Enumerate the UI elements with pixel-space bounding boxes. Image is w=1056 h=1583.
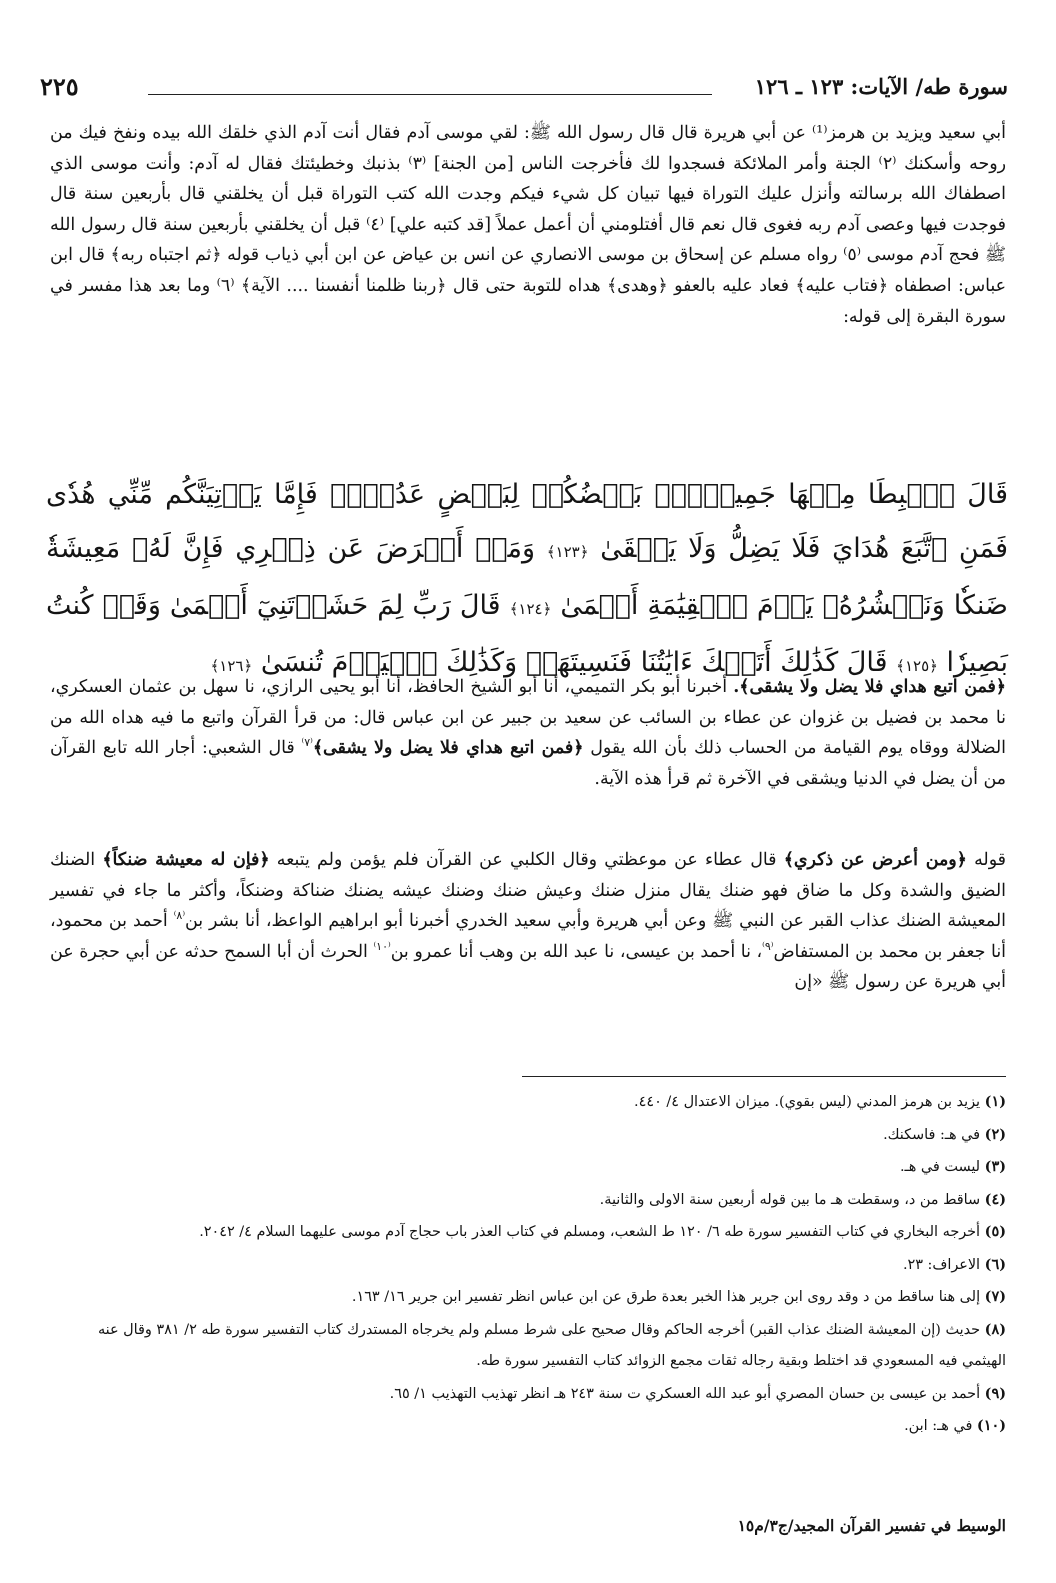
footnote-9: (٩) أحمد بن عيسى بن حسان المصري أبو عبد الله العسكري ت سنة ٢٤٣ هـ انظر تهذيب التهذيب ١/ ٦٥. bbox=[389, 1384, 1006, 1402]
footnote-3: (٣) ليست في هـ. bbox=[899, 1158, 1006, 1175]
page-number: ٢٢٥ bbox=[40, 72, 79, 101]
quote: ﴿فإن له معيشة ضنكاً﴾ bbox=[102, 850, 270, 870]
verse-number: ﴿١٢٥﴾ bbox=[896, 657, 938, 675]
verse-123: قَالَ ٱهۡبِطَا مِنۡهَا جَمِيعَۢاۖ بَعۡضُكُمۡ لِبَعۡضٍ عَدُوّٞۖ فَإِمَّا يَأۡتِيَنَّكُم مِّنِّي هُدٗى فَمَنِ ٱتَّبَعَ هُدَايَ فَلَا يَضِلُّ وَلَا يَشۡقَىٰ bbox=[46, 479, 1008, 564]
paragraph: ﴿فمن اتبع هداي فلا يضل ولا يشقى﴾. أخبرنا أبو بكر التميمي، أنا أبو الشيخ الحافظ، أنا أبو يحيى الرازي، نا سهل بن عثمان العسكري، نا محمد بن فضيل بن غزوان عن عطاء بن السائب عن سعيد بن جبير عن ابن عباس قال: من قرأ القرآن واتبع ما فيه هداه الله من الضلالة ووقاه يوم القيامة من الحساب ذلك بأن الله يقول ﴿فمن اتبع هداي فلا يضل ولا يشقى﴾$^{^(٧^)}$ قال الشعبي: أجار الله تابع القرآن من أن يضل في الدنيا ويشقى في الآخرة ثم قرأ هذه الآية. bbox=[50, 677, 1007, 789]
footnote-ref: ⁽٧⁾ bbox=[301, 736, 313, 750]
quote: ﴿ومن أعرض عن ذكري﴾ bbox=[783, 850, 967, 870]
footnote-6: (٦) الاعراف: ٢٣. bbox=[902, 1255, 1006, 1273]
footnote-ref: ⁽١٠⁾ bbox=[373, 939, 391, 953]
quote: ﴿فمن اتبع هداي فلا يضل ولا يشقى﴾ bbox=[312, 738, 584, 759]
header-title: سورة طه/ الآيات: ١٢٣ ـ ١٢٦ bbox=[754, 74, 1008, 99]
footnote-7: (٧) إلى هنا ساقط من د وقد روى ابن جرير هذا الخبر بعدة طرق عن ابن عباس انظر تفسير ابن جرير ١٦/ ١٦٣. bbox=[351, 1288, 1006, 1305]
section-heading: ﴿فمن اتبع هداي فلا يضل ولا يشقى﴾. bbox=[733, 677, 1006, 697]
quran-verses bbox=[46, 468, 1008, 693]
footnote-10: (١٠) في هـ: ابن. bbox=[904, 1417, 1006, 1434]
footnote-ref: ⁽٩⁾ bbox=[762, 939, 774, 953]
footnote-8: (٨) حديث (إن المعيشة الضنك عذاب القبر) أخرجه الحاكم وقال صحيح على شرط مسلم ولم يخرجاه المستدرك كتاب التفسير سورة طه ٢/ ٣٨١ وقال عنه الهيثمي فيه المسعودي قد اختلط وبقية رجاله ثقات مجمع الزوائد كتاب التفسير سورة طه. bbox=[97, 1320, 1006, 1369]
paragraph: قوله ﴿ومن أعرض عن ذكري﴾ قال عطاء عن موعظتي وقال الكلبي عن القرآن فلم يؤمن ولم يتبعه ﴿فإن له معيشة ضنكاً﴾ الضنك الضيق والشدة وكل ما ضاق فهو ضنك يقال منزل ضنك وعيش ضنك وضنك عيشه يضنك ضناكة وضنكاً، وأكثر ما جاء في تفسير المعيشة الضنك عذاب القبر عن النبي ﷺ وعن أبي هريرة وأبي سعيد الخدري أخبرنا أبو ابراهيم الواعظ، أنا بشر بن$^{^(٨^)}$ أحمد بن محمود، أنا جعفر بن محمد بن المستفاض$^{^(٩^)}$، نا أحمد بن عيسى، نا عبد الله بن وهب أنا عمرو بن$^{^(١٠^)}$ الحرث أن أبا السمح حدثه عن أبي حجرة عن أبي هريرة عن رسول ﷺ «إن bbox=[50, 850, 1007, 993]
footnotes bbox=[50, 1086, 1006, 1443]
verse-124: وَمَنۡ أَعۡرَضَ عَن ذِكۡرِي فَإِنَّ لَهُۥ مَعِيشَةٗ ضَنكٗا وَنَحۡشُرُهُۥ يَوۡمَ ٱلۡقِيَٰمَةِ أَعۡمَىٰ bbox=[46, 533, 1008, 621]
footnote-5: (٥) أخرجه البخاري في كتاب التفسير سورة طه ٦/ ١٢٠ ط الشعب، ومسلم في كتاب العذر باب حجاج آدم موسى عليهما السلام ٤/ ٢٠٤٢. bbox=[199, 1223, 1006, 1240]
verse-number: ﴿١٢٤﴾ bbox=[509, 600, 552, 618]
footnote-2: (٢) في هـ: فاسكنك. bbox=[883, 1125, 1006, 1143]
footnote-4: (٤) ساقط من د، وسقطت هـ ما بين قوله أربعين سنة الاولى والثانية. bbox=[599, 1190, 1006, 1208]
commentary-section-2 bbox=[50, 845, 1006, 998]
verse-number: ﴿١٢٣﴾ bbox=[546, 543, 589, 561]
main-text bbox=[50, 118, 1006, 332]
verse-126: قَالَ كَذَٰلِكَ أَتَتۡكَ ءَايَٰتُنَا فَنَسِيتَهَاۖ وَكَذَٰلِكَ ٱلۡيَوۡمَ تُنسَىٰ bbox=[260, 647, 888, 678]
footnote-1: (١) يزيد بن هرمز المدني (ليس بقوي). ميزان الاعتدال ٤/ ٤٤٠. bbox=[634, 1093, 1006, 1110]
verse-number: ﴿١٢٦﴾ bbox=[210, 657, 253, 675]
running-header bbox=[40, 66, 1008, 106]
footnote-ref: ⁽٨⁾ bbox=[173, 909, 186, 923]
verse-125: قَالَ رَبِّ لِمَ حَشَرۡتَنِيٓ أَعۡمَىٰ وَقَدۡ كُنتُ بَصِيرٗا bbox=[46, 590, 1008, 678]
paragraph: أبي سعيد ويزيد بن هرمز⁽¹⁾ عن أبي هريرة قال قال رسول الله ﷺ: لقي موسى آدم فقال أنت آدم الذي خلقك الله بيده ونفخ فيك من روحه وأسكنك ⁽٢⁾ الجنة وأمر الملائكة فسجدوا لك فأخرجت الناس [من الجنة] ⁽٣⁾ بذنبك وخطيئتك فقال له آدم: وأنت موسى الذي اصطفاك الله برسالته وأنزل عليك التوراة فيها تبيان كل شيء فيكم وجدت الله كتب التوراة قبل أن يخلقني قال بأربعين سنة قال فوجدت فيها وعصى آدم ربه فغوى قال نعم قال أفتلومني أن أعمل عملاً [قد كتبه علي] ⁽٤⁾ قبل أن يخلقني بأربعين سنة قال رسول الله ﷺ فحج آدم موسى ⁽٥⁾ رواه مسلم عن إسحاق بن موسى الانصاري عن انس بن عياض عن ابن أبي ذياب قوله ﴿ثم اجتباه ربه﴾ قال ابن عباس: اصطفاه ﴿فتاب عليه﴾ فعاد عليه بالعفو ﴿وهدى﴾ هداه للتوبة حتى قال ﴿ربنا ظلمنا أنفسنا .... الآية﴾ ⁽٦⁾ وما بعد هذا مفسر في سورة البقرة إلى قوله: bbox=[50, 123, 1006, 327]
commentary-section-1 bbox=[50, 672, 1006, 794]
header-rule bbox=[148, 94, 712, 95]
signature-mark: الوسيط في تفسير القرآن المجيد/ج٣/م١٥ bbox=[737, 1516, 1006, 1535]
footnote-separator bbox=[522, 1076, 1006, 1077]
